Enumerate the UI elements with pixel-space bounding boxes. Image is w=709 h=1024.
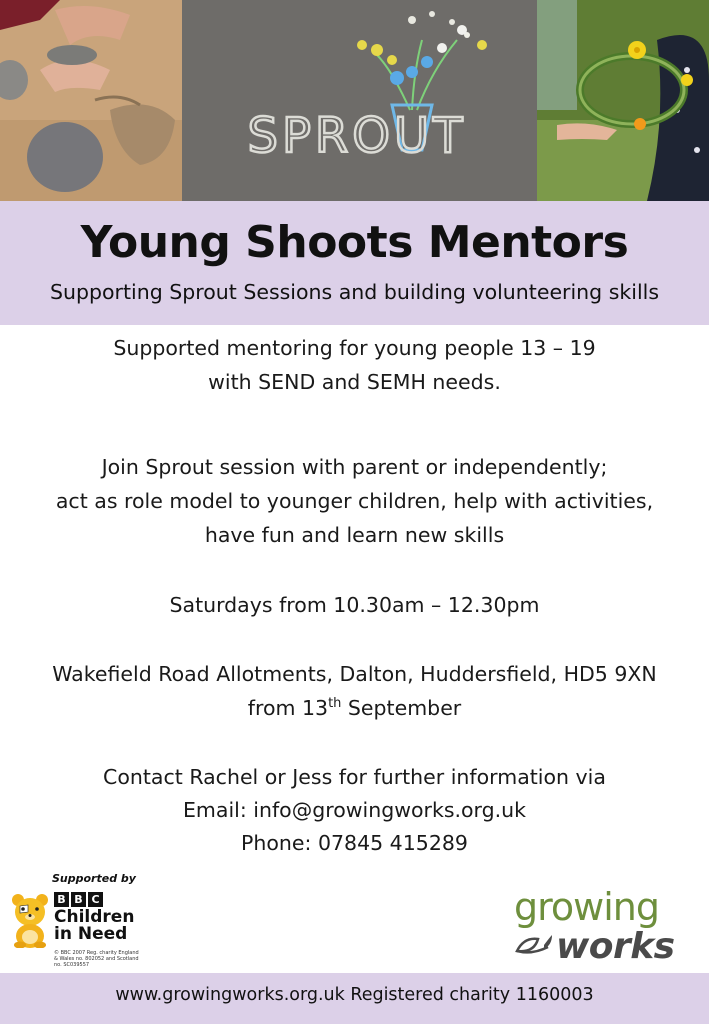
children-in-need-name [54,909,134,943]
contact-phone[interactable]: Phone: 07845 415289 [241,831,468,855]
flower-wreath-photo [537,0,709,201]
join-line-1: Join Sprout session with parent or independently; [101,455,608,479]
bbc-block-b2: B [71,892,86,907]
leaf-icon [514,931,554,963]
growing-works-logo [512,885,692,973]
intro-line-2: with SEND and SEMH needs. [208,370,501,394]
contact-email[interactable]: Email: info@growingworks.org.uk [182,798,527,822]
intro-line-1: Supported mentoring for young people 13 – 19 [113,336,596,360]
contact-paragraph [0,761,709,860]
charity-fine-print: © BBC 2007 Reg. charity England & Wales no. 802052 and Scotland no. SC039557 [54,950,139,968]
start-date [0,691,709,725]
chalk-word: SPROUT [247,108,467,164]
start-date-suffix: September [341,696,462,720]
contact-intro: Contact Rachel or Jess for further information via [103,765,606,789]
title-band [0,201,709,325]
chalk-drawing-photo [182,0,537,201]
photo-strip [0,0,709,201]
bbc-block-b1: B [54,892,69,907]
join-paragraph [0,450,709,552]
intro-paragraph [0,331,709,399]
children-in-need-logo [8,872,148,972]
join-line-2: act as role model to younger children, help with activities, [55,489,654,513]
page-title: Young Shoots Mentors [80,217,629,268]
pudsey-bear-icon [8,892,52,948]
start-date-ordinal: th [328,696,342,711]
page-subtitle: Supporting Sprout Sessions and building volunteering skills [49,280,660,304]
schedule-text: Saturdays from 10.30am – 12.30pm [169,593,540,617]
start-date-prefix: from 13 [247,696,329,720]
logo-word-works: works [556,926,675,967]
location-paragraph [0,657,709,725]
footer-band [0,973,709,1024]
join-line-3: have fun and learn new skills [204,523,505,547]
footer-text[interactable]: www.growingworks.org.uk Registered charity 1160003 [115,985,594,1005]
bbc-block-c: C [88,892,103,907]
bbc-blocks [54,892,103,907]
location-address: Wakefield Road Allotments, Dalton, Huddersfield, HD5 9XN [52,662,657,686]
cin-name-line-2: in Need [54,924,128,944]
clay-handprints-photo [0,0,182,201]
supported-by-label: Supported by [52,872,136,885]
schedule-paragraph [0,588,709,622]
logo-word-growing: growing [514,885,659,929]
cin-name-line-1: Children [54,907,135,927]
